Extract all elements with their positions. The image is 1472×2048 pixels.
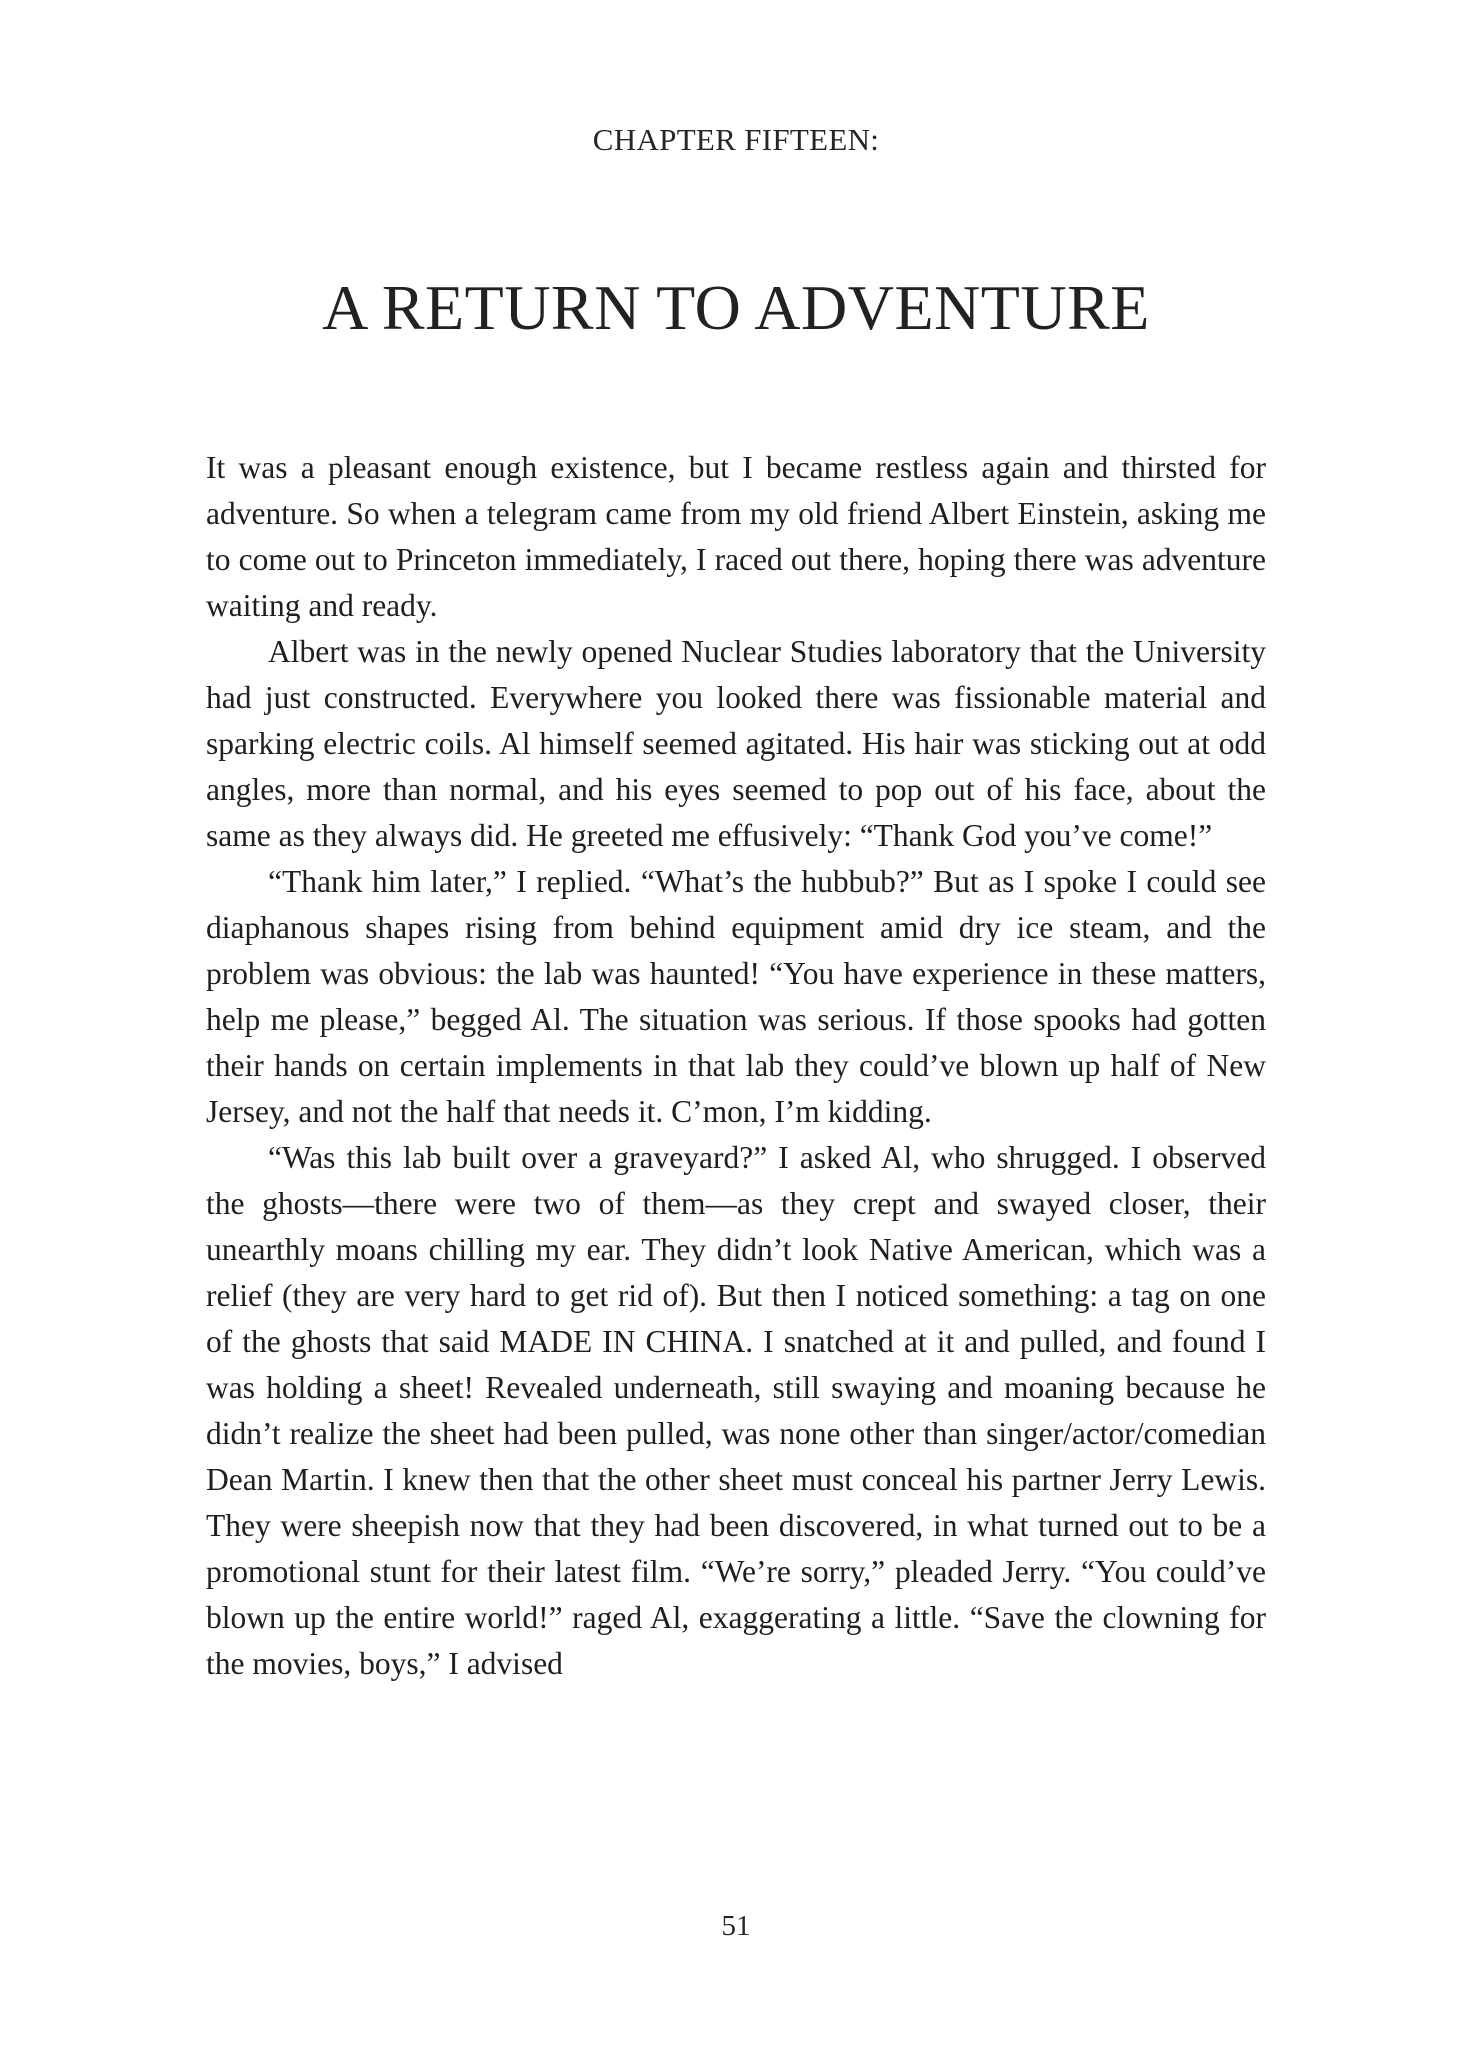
chapter-label: CHAPTER FIFTEEN:	[592, 122, 880, 157]
chapter-title: A RETURN TO ADVENTURE	[322, 272, 1150, 343]
body-text	[206, 445, 1266, 1687]
paragraph-1: It was a pleasant enough existence, but I became restless again and thirsted for adventure. So when a telegram came from my old friend Albert Einstein, asking me to come out to Princeton immediately, I raced out there, hoping there was adventure waiting and ready.	[206, 450, 1266, 623]
paragraph-2: Albert was in the newly opened Nuclear Studies laboratory that the University had just constructed. Everywhere you looked there was fissionable material and sparking electric coils. Al himself seemed agitated. His hair was sticking out at odd angles, more than normal, and his eyes seemed to pop out of his face, about the same as they always did. He greeted me effusively: “Thank God you’ve come!”	[206, 634, 1266, 853]
paragraph-4: “Was this lab built over a graveyard?” I asked Al, who shrugged. I observed the ghosts—there were two of them—as they crept and swayed closer, their unearthly moans chilling my ear. They didn’t look Native American, which was a relief (they are very hard to get rid of). But then I noticed something: a tag on one of the ghosts that said MADE IN CHINA. I snatched at it and pulled, and found I was holding a sheet! Revealed underneath, still swaying and moaning because he didn’t realize the sheet had been pulled, was none other than singer/actor/comedian Dean Martin. I knew then that the other sheet must conceal his partner Jerry Lewis. They were sheepish now that they had been discovered, in what turned out to be a promotional stunt for their latest film. “We’re sorry,” pleaded Jerry. “You could’ve blown up the entire world!” raged Al, exaggerating a little. “Save the clowning for the movies, boys,” I advised	[206, 1140, 1266, 1681]
paragraph-3: “Thank him later,” I replied. “What’s the hubbub?” But as I spoke I could see diaphanous shapes rising from behind equipment amid dry ice steam, and the problem was obvious: the lab was haunted! “You have experience in these matters, help me please,” begged Al. The situation was serious. If those spooks had gotten their hands on certain implements in that lab they could’ve blown up half of New Jersey, and not the half that needs it. C’mon, I’m kidding.	[206, 864, 1266, 1129]
page-number: 51	[721, 1910, 751, 1942]
